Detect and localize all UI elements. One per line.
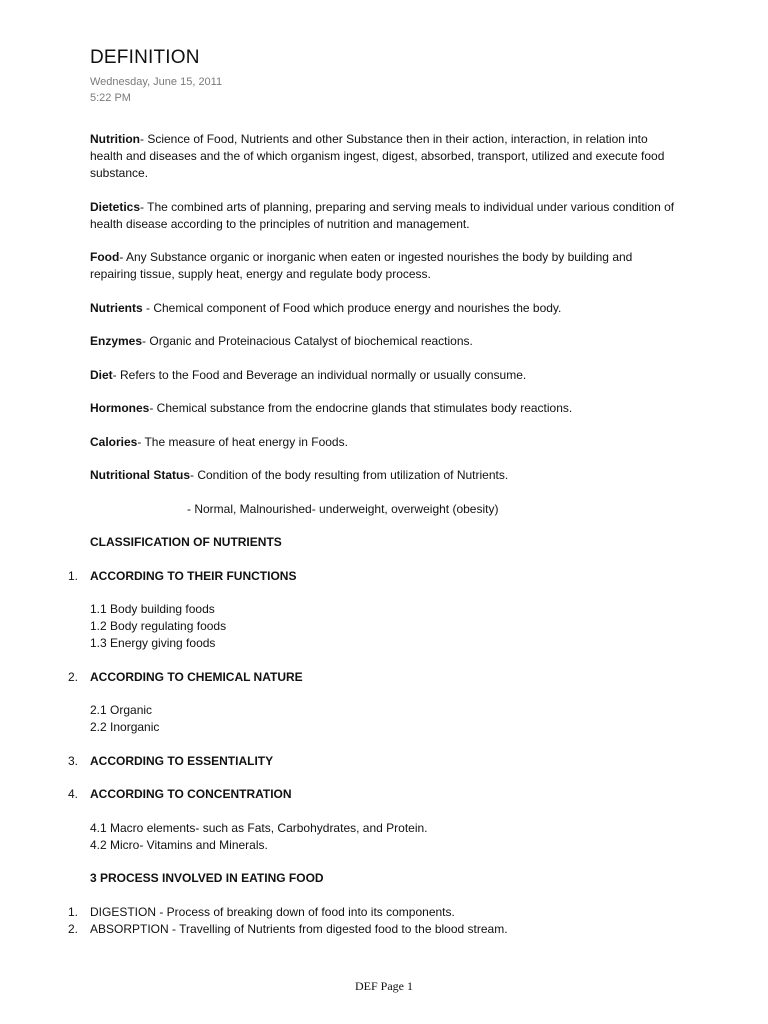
- definition-text: - Organic and Proteinacious Catalyst of biochemical reactions.: [142, 334, 473, 348]
- sub-list-item: 1.3 Energy giving foods: [90, 636, 216, 650]
- list-number: 3.: [68, 753, 79, 768]
- definition-dietetics: [90, 199, 680, 233]
- list-item: [68, 786, 680, 803]
- definition-text: - Refers to the Food and Beverage an individual normally or usually consume.: [112, 367, 527, 382]
- process-label: ABSORPTION: [90, 921, 169, 936]
- list-number: 4.: [68, 787, 79, 801]
- list-label: ACCORDING TO CONCENTRATION: [90, 787, 292, 801]
- classification-heading: CLASSIFICATION OF NUTRIENTS: [90, 535, 282, 549]
- definition-term: Nutrition: [90, 132, 140, 146]
- list-item: [68, 753, 680, 770]
- definition-text: - Condition of the body resulting from utilization of Nutrients.: [190, 468, 509, 482]
- definition-text: - The combined arts of planning, preparing and serving meals to individual under various condition of health disease according to the principles of nutrition and management.: [90, 199, 675, 231]
- definition-text: - The measure of heat energy in Foods.: [137, 434, 348, 449]
- page-time: 5:22 PM: [90, 92, 131, 104]
- definition-food: [90, 249, 680, 283]
- sub-list: [90, 820, 680, 854]
- definition-term: Hormones: [90, 401, 150, 415]
- definition-nutrients: [90, 300, 680, 317]
- definition-text: - Chemical substance from the endocrine glands that stimulates body reactions.: [149, 401, 573, 415]
- status-note: - Normal, Malnourished- underweight, overweight (obesity): [187, 501, 499, 516]
- process-label: DIGESTION: [90, 904, 157, 919]
- definition-term: Enzymes: [90, 334, 143, 348]
- process-text: - Travelling of Nutrients from digested food to the blood stream.: [168, 921, 508, 936]
- list-label: ACCORDING TO THEIR FUNCTIONS: [90, 568, 297, 583]
- list-item: [68, 669, 680, 686]
- list-number: 1.: [68, 568, 79, 583]
- definition-term: Nutritional Status: [90, 468, 191, 482]
- sub-list-item: 1.2 Body regulating foods: [90, 619, 227, 633]
- sub-list-item: 2.1 Organic: [90, 703, 153, 717]
- sub-list-item: 1.1 Body building foods: [90, 602, 215, 616]
- list-item: [68, 921, 680, 938]
- list-number: 1.: [68, 904, 79, 919]
- page-date: Wednesday, June 15, 2011: [90, 76, 223, 88]
- note-body: [68, 131, 680, 938]
- sub-list: [90, 601, 680, 652]
- definition-diet: [90, 367, 680, 384]
- list-item: [68, 568, 680, 585]
- list-number: 2.: [68, 669, 79, 684]
- process-text: - Process of breaking down of food into its components.: [156, 904, 455, 919]
- list-label: ACCORDING TO CHEMICAL NATURE: [90, 669, 303, 684]
- sub-list-item: 2.2 Inorganic: [90, 720, 160, 734]
- definition-nutritional-status: [90, 467, 680, 484]
- definition-text: - Science of Food, Nutrients and other Substance then in their action, interaction, in relation into health and diseases and the of which organism ingest, digest, absorbed, transport, utilized and execute food substance.: [90, 132, 665, 180]
- definition-term: Dietetics: [90, 199, 141, 214]
- list-item: [68, 904, 680, 921]
- definition-enzymes: [90, 333, 680, 350]
- sub-list-item: 4.2 Micro- Vitamins and Minerals.: [90, 837, 268, 852]
- definition-hormones: [90, 400, 680, 417]
- process-heading: 3 PROCESS INVOLVED IN EATING FOOD: [90, 871, 324, 885]
- page-title: DEFINITION: [90, 47, 200, 68]
- sub-list: [90, 702, 680, 736]
- definition-text: - Chemical component of Food which produce energy and nourishes the body.: [142, 300, 562, 315]
- definition-term: Diet: [90, 367, 113, 382]
- sub-list-item: 4.1 Macro elements- such as Fats, Carbohydrates, and Protein.: [90, 820, 428, 835]
- list-label: ACCORDING TO ESSENTIALITY: [90, 753, 274, 768]
- definition-nutrition: [90, 131, 680, 182]
- definition-calories: [90, 434, 680, 451]
- page-footer: DEF Page 1: [355, 979, 413, 993]
- definition-term: Calories: [90, 434, 138, 449]
- list-number: 2.: [68, 921, 79, 936]
- definition-term: Nutrients: [90, 300, 143, 315]
- definition-text: - Any Substance organic or inorganic when eaten or ingested nourishes the body by building and repairing tissue, supply heat, energy and regulate body process.: [90, 250, 633, 281]
- definition-term: Food: [90, 250, 120, 264]
